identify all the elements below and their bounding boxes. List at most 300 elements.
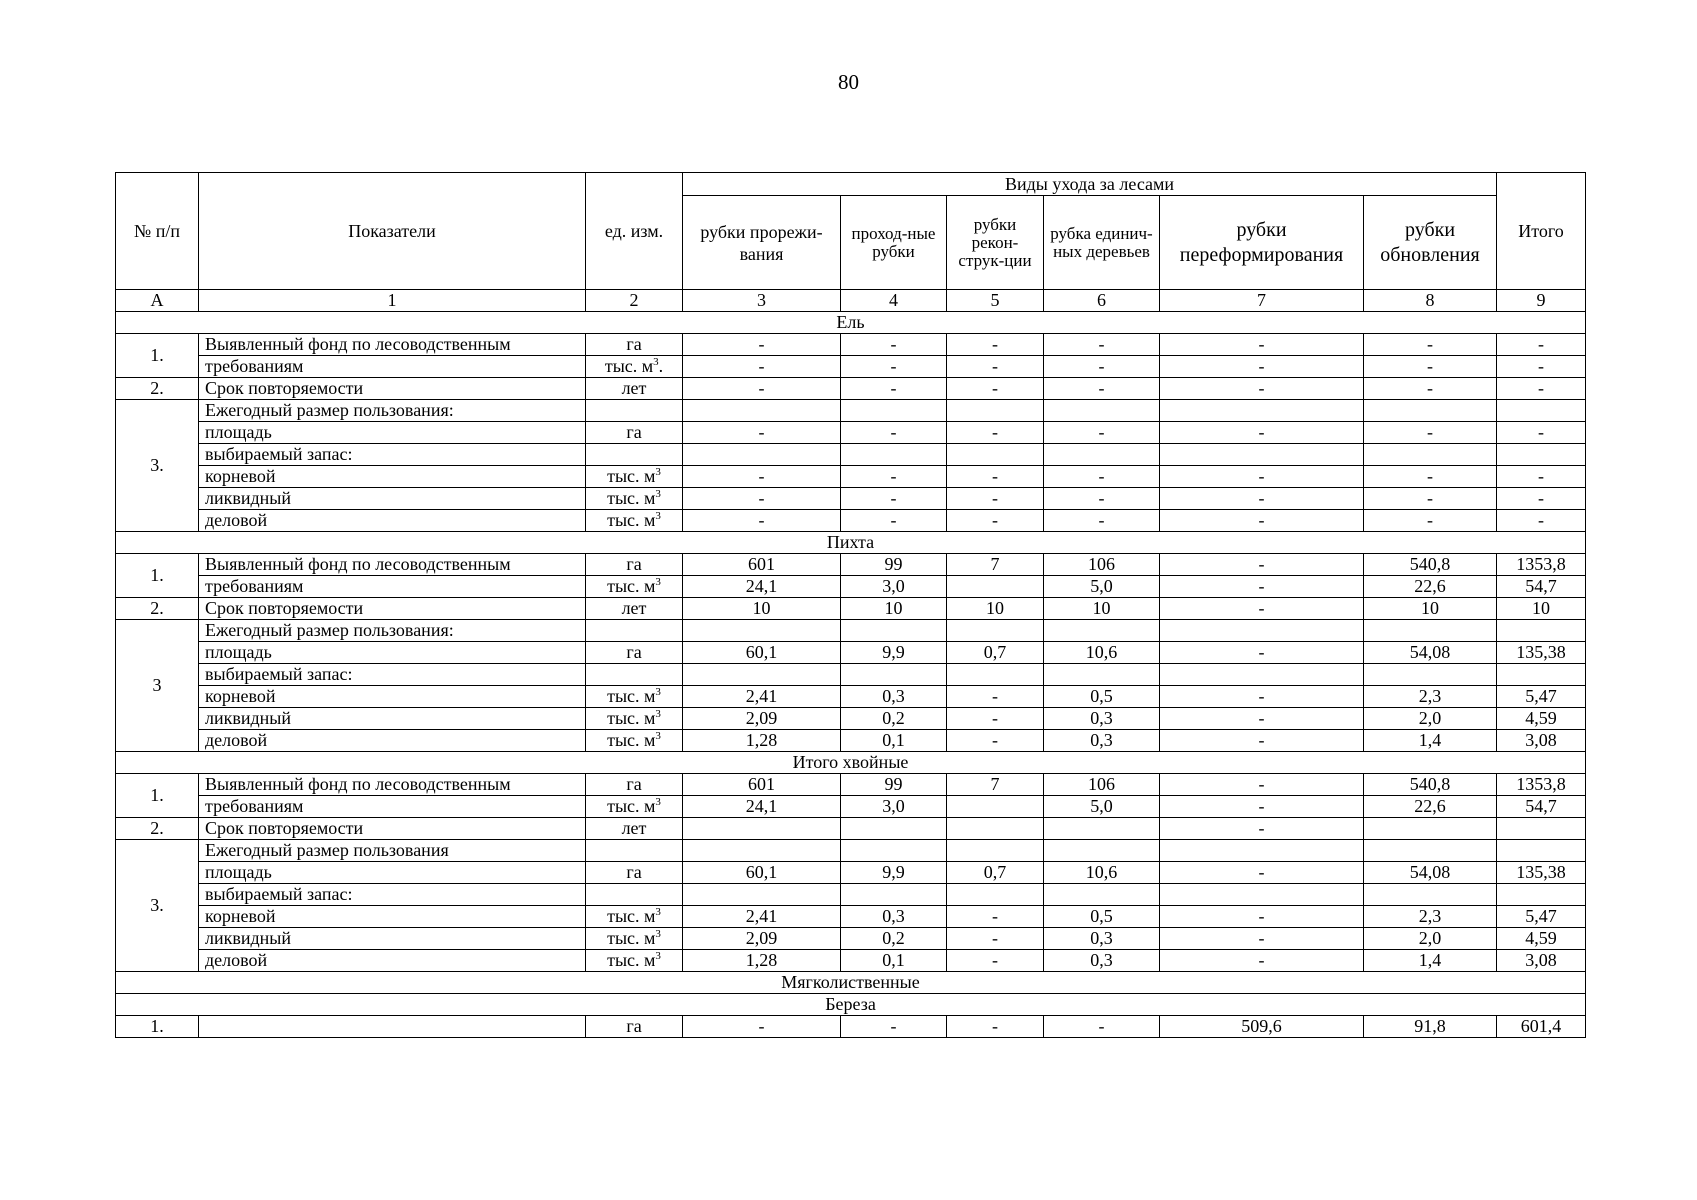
- value-cell: -: [1160, 862, 1364, 884]
- value-cell: 5,0: [1044, 576, 1160, 598]
- table-row: [116, 686, 1586, 708]
- unit-cell: га: [586, 862, 683, 884]
- value-cell: [1497, 818, 1586, 840]
- row-number: 2.: [116, 818, 199, 840]
- value-cell: -: [1044, 488, 1160, 510]
- empty-cell: [1044, 400, 1160, 422]
- empty-cell: [1160, 444, 1364, 466]
- table-row: [116, 1016, 1586, 1038]
- value-cell: -: [1364, 422, 1497, 444]
- value-cell: [841, 818, 947, 840]
- unit-cell: га: [586, 554, 683, 576]
- section-title: Мягколиственные: [116, 972, 1586, 994]
- empty-cell: [841, 400, 947, 422]
- table-row: [116, 950, 1586, 972]
- value-cell: 91,8: [1364, 1016, 1497, 1038]
- empty-cell: [1044, 840, 1160, 862]
- value-cell: -: [841, 356, 947, 378]
- table-row: [116, 422, 1586, 444]
- value-cell: 10,6: [1044, 862, 1160, 884]
- indicator-label: Выявленный фонд по лесоводственным: [199, 334, 586, 356]
- value-cell: 601: [683, 554, 841, 576]
- value-cell: -: [1497, 378, 1586, 400]
- unit-cell: лет: [586, 598, 683, 620]
- value-cell: 2,0: [1364, 928, 1497, 950]
- table-row: [116, 708, 1586, 730]
- value-cell: 22,6: [1364, 796, 1497, 818]
- value-cell: [947, 818, 1044, 840]
- value-cell: 0,3: [1044, 928, 1160, 950]
- unit-cell: тыс. $м^3$: [586, 686, 683, 708]
- empty-cell: [1160, 400, 1364, 422]
- indicator-label: площадь: [199, 642, 586, 664]
- value-cell: 0,7: [947, 642, 1044, 664]
- value-cell: 0,2: [841, 708, 947, 730]
- value-cell: -: [1497, 466, 1586, 488]
- indicator-label: требованиям: [199, 576, 586, 598]
- empty-cell: [1364, 664, 1497, 686]
- value-cell: 24,1: [683, 796, 841, 818]
- value-cell: 60,1: [683, 862, 841, 884]
- value-cell: -: [947, 510, 1044, 532]
- value-cell: 1,4: [1364, 950, 1497, 972]
- value-cell: -: [683, 356, 841, 378]
- value-cell: -: [1044, 466, 1160, 488]
- value-cell: 1,4: [1364, 730, 1497, 752]
- unit-cell: тыс. $м^3$: [586, 576, 683, 598]
- value-cell: -: [1160, 686, 1364, 708]
- value-cell: -: [1160, 356, 1364, 378]
- value-cell: -: [1044, 510, 1160, 532]
- table-row: [116, 334, 1586, 356]
- value-cell: -: [1160, 466, 1364, 488]
- header-type-renewal: рубки обновления: [1364, 196, 1497, 290]
- value-cell: -: [1160, 642, 1364, 664]
- value-cell: -: [1364, 356, 1497, 378]
- value-cell: -: [1160, 510, 1364, 532]
- value-cell: -: [1160, 796, 1364, 818]
- unit-cell: тыс. $м^3$: [586, 928, 683, 950]
- empty-cell: [1044, 444, 1160, 466]
- table-row: [116, 378, 1586, 400]
- value-cell: 0,5: [1044, 686, 1160, 708]
- empty-cell: [683, 664, 841, 686]
- value-cell: 1353,8: [1497, 774, 1586, 796]
- value-cell: -: [947, 928, 1044, 950]
- indicator-label: Выявленный фонд по лесоводственным: [199, 774, 586, 796]
- section-header-row: [116, 972, 1586, 994]
- empty-cell: [1364, 444, 1497, 466]
- empty-cell: [841, 884, 947, 906]
- index-cell: 7: [1160, 290, 1364, 312]
- table-row: [116, 356, 1586, 378]
- header-total: Итого: [1497, 173, 1586, 290]
- value-cell: -: [841, 334, 947, 356]
- unit-cell: лет: [586, 818, 683, 840]
- table-row: [116, 818, 1586, 840]
- value-cell: 24,1: [683, 576, 841, 598]
- row-number: 3.: [116, 400, 199, 532]
- value-cell: -: [947, 906, 1044, 928]
- unit-cell: га: [586, 642, 683, 664]
- value-cell: 3,08: [1497, 730, 1586, 752]
- value-cell: -: [947, 708, 1044, 730]
- indicator-label: деловой: [199, 510, 586, 532]
- table-row: [116, 488, 1586, 510]
- section-title: Пихта: [116, 532, 1586, 554]
- value-cell: 7: [947, 774, 1044, 796]
- value-cell: -: [1497, 356, 1586, 378]
- value-cell: -: [947, 488, 1044, 510]
- value-cell: -: [841, 466, 947, 488]
- value-cell: 601: [683, 774, 841, 796]
- header-care-types: Виды ухода за лесами: [683, 173, 1497, 196]
- row-number: 2.: [116, 378, 199, 400]
- value-cell: -: [947, 950, 1044, 972]
- empty-cell: [586, 664, 683, 686]
- value-cell: 1,28: [683, 950, 841, 972]
- empty-cell: [1497, 884, 1586, 906]
- indicator-label: выбираемый запас:: [199, 444, 586, 466]
- indicator-label: Срок повторяемости: [199, 818, 586, 840]
- value-cell: 0,3: [1044, 708, 1160, 730]
- empty-cell: [841, 664, 947, 686]
- section-title: Итого хвойные: [116, 752, 1586, 774]
- indicator-label: площадь: [199, 422, 586, 444]
- value-cell: 0,1: [841, 950, 947, 972]
- empty-cell: [683, 884, 841, 906]
- value-cell: 106: [1044, 774, 1160, 796]
- value-cell: 2,09: [683, 708, 841, 730]
- empty-cell: [947, 884, 1044, 906]
- index-cell: 1: [199, 290, 586, 312]
- value-cell: -: [1160, 928, 1364, 950]
- indicator-label: деловой: [199, 950, 586, 972]
- header-indicator: Показатели: [199, 173, 586, 290]
- value-cell: [1364, 818, 1497, 840]
- indicator-label: требованиям: [199, 796, 586, 818]
- value-cell: 0,3: [841, 906, 947, 928]
- empty-cell: [586, 400, 683, 422]
- table-row: [116, 400, 1586, 422]
- empty-cell: [1044, 884, 1160, 906]
- section-header-row: [116, 994, 1586, 1016]
- value-cell: 5,47: [1497, 906, 1586, 928]
- index-cell: 9: [1497, 290, 1586, 312]
- index-cell: 3: [683, 290, 841, 312]
- section-title: Береза: [116, 994, 1586, 1016]
- value-cell: -: [841, 510, 947, 532]
- indicator-label: требованиям: [199, 356, 586, 378]
- value-cell: -: [683, 378, 841, 400]
- value-cell: -: [1364, 378, 1497, 400]
- row-number: 2.: [116, 598, 199, 620]
- value-cell: -: [1044, 1016, 1160, 1038]
- row-number: 1.: [116, 554, 199, 598]
- section-header-row: [116, 312, 1586, 334]
- value-cell: -: [1160, 488, 1364, 510]
- value-cell: 2,09: [683, 928, 841, 950]
- value-cell: -: [1160, 818, 1364, 840]
- index-row: [116, 290, 1586, 312]
- empty-cell: [947, 444, 1044, 466]
- value-cell: 54,08: [1364, 862, 1497, 884]
- value-cell: 10: [1044, 598, 1160, 620]
- indicator-label: Ежегодный размер пользования:: [199, 620, 586, 642]
- indicator-label: деловой: [199, 730, 586, 752]
- empty-cell: [1160, 884, 1364, 906]
- value-cell: -: [1364, 510, 1497, 532]
- row-number: 3: [116, 620, 199, 752]
- value-cell: [683, 818, 841, 840]
- empty-cell: [841, 444, 947, 466]
- value-cell: 540,8: [1364, 774, 1497, 796]
- empty-cell: [947, 620, 1044, 642]
- section-header-row: [116, 752, 1586, 774]
- value-cell: 1353,8: [1497, 554, 1586, 576]
- unit-cell: тыс. $м^3$: [586, 906, 683, 928]
- value-cell: -: [683, 334, 841, 356]
- indicator-label: выбираемый запас:: [199, 884, 586, 906]
- indicator-label: Срок повторяемости: [199, 378, 586, 400]
- empty-cell: [1364, 884, 1497, 906]
- value-cell: -: [1497, 334, 1586, 356]
- value-cell: -: [683, 466, 841, 488]
- table-row: [116, 576, 1586, 598]
- value-cell: -: [1160, 730, 1364, 752]
- value-cell: 2,41: [683, 906, 841, 928]
- value-cell: -: [1364, 488, 1497, 510]
- indicator-label: площадь: [199, 862, 586, 884]
- unit-cell: тыс. $м^3$.: [586, 356, 683, 378]
- empty-cell: [1497, 400, 1586, 422]
- table-row: [116, 774, 1586, 796]
- table-row: [116, 510, 1586, 532]
- value-cell: -: [1497, 422, 1586, 444]
- value-cell: -: [947, 334, 1044, 356]
- index-cell: А: [116, 290, 199, 312]
- unit-cell: тыс. $м^3$: [586, 488, 683, 510]
- empty-cell: [1364, 400, 1497, 422]
- page-number: 80: [838, 70, 859, 94]
- unit-cell: га: [586, 774, 683, 796]
- value-cell: 601,4: [1497, 1016, 1586, 1038]
- value-cell: 22,6: [1364, 576, 1497, 598]
- value-cell: 0,3: [1044, 730, 1160, 752]
- value-cell: 10: [841, 598, 947, 620]
- empty-cell: [947, 400, 1044, 422]
- row-number: 1.: [116, 334, 199, 378]
- header-number: № п/п: [116, 173, 199, 290]
- empty-cell: [1160, 620, 1364, 642]
- table-body: [116, 312, 1586, 1038]
- value-cell: -: [841, 378, 947, 400]
- indicator-label: корневой: [199, 906, 586, 928]
- indicator-label: Выявленный фонд по лесоводственным: [199, 554, 586, 576]
- value-cell: 54,7: [1497, 576, 1586, 598]
- value-cell: -: [1160, 554, 1364, 576]
- index-cell: 8: [1364, 290, 1497, 312]
- value-cell: [947, 796, 1044, 818]
- index-cell: 2: [586, 290, 683, 312]
- value-cell: -: [1364, 466, 1497, 488]
- empty-cell: [586, 884, 683, 906]
- value-cell: -: [1160, 334, 1364, 356]
- empty-cell: [841, 620, 947, 642]
- value-cell: -: [841, 1016, 947, 1038]
- table-row: [116, 620, 1586, 642]
- empty-cell: [586, 444, 683, 466]
- value-cell: 0,2: [841, 928, 947, 950]
- value-cell: 10: [1364, 598, 1497, 620]
- value-cell: 0,5: [1044, 906, 1160, 928]
- table-row: [116, 884, 1586, 906]
- value-cell: 509,6: [1160, 1016, 1364, 1038]
- value-cell: 10,6: [1044, 642, 1160, 664]
- indicator-label: ликвидный: [199, 488, 586, 510]
- table-row: [116, 928, 1586, 950]
- unit-cell: тыс. $м^3$: [586, 730, 683, 752]
- unit-cell: тыс. $м^3$: [586, 466, 683, 488]
- empty-cell: [841, 840, 947, 862]
- value-cell: 60,1: [683, 642, 841, 664]
- value-cell: -: [683, 422, 841, 444]
- value-cell: 54,7: [1497, 796, 1586, 818]
- indicator-label: [199, 1016, 586, 1038]
- empty-cell: [1044, 620, 1160, 642]
- value-cell: -: [947, 422, 1044, 444]
- index-cell: 6: [1044, 290, 1160, 312]
- empty-cell: [1160, 840, 1364, 862]
- value-cell: 10: [947, 598, 1044, 620]
- unit-cell: га: [586, 422, 683, 444]
- table-row: [116, 862, 1586, 884]
- value-cell: 135,38: [1497, 642, 1586, 664]
- row-number: 1.: [116, 1016, 199, 1038]
- empty-cell: [586, 620, 683, 642]
- indicator-label: ликвидный: [199, 928, 586, 950]
- value-cell: -: [1160, 422, 1364, 444]
- table-row: [116, 444, 1586, 466]
- table-row: [116, 554, 1586, 576]
- section-title: Ель: [116, 312, 1586, 334]
- empty-cell: [1364, 620, 1497, 642]
- value-cell: -: [1044, 422, 1160, 444]
- value-cell: -: [947, 686, 1044, 708]
- value-cell: 2,3: [1364, 686, 1497, 708]
- empty-cell: [1497, 620, 1586, 642]
- row-number: 1.: [116, 774, 199, 818]
- table-row: [116, 730, 1586, 752]
- unit-cell: тыс. $м^3$: [586, 796, 683, 818]
- empty-cell: [683, 840, 841, 862]
- table-row: [116, 664, 1586, 686]
- value-cell: -: [1364, 334, 1497, 356]
- value-cell: -: [1044, 378, 1160, 400]
- value-cell: 106: [1044, 554, 1160, 576]
- indicator-label: корневой: [199, 686, 586, 708]
- empty-cell: [683, 400, 841, 422]
- section-header-row: [116, 532, 1586, 554]
- unit-cell: тыс. $м^3$: [586, 510, 683, 532]
- unit-cell: лет: [586, 378, 683, 400]
- value-cell: 7: [947, 554, 1044, 576]
- unit-cell: тыс. $м^3$: [586, 708, 683, 730]
- empty-cell: [586, 840, 683, 862]
- value-cell: -: [1160, 950, 1364, 972]
- value-cell: 0,7: [947, 862, 1044, 884]
- empty-cell: [683, 620, 841, 642]
- header-type-reformation: рубки переформирования: [1160, 196, 1364, 290]
- header-unit: ед. изм.: [586, 173, 683, 290]
- value-cell: -: [1160, 598, 1364, 620]
- table-row: [116, 466, 1586, 488]
- value-cell: 4,59: [1497, 928, 1586, 950]
- value-cell: -: [1497, 488, 1586, 510]
- table-row: [116, 642, 1586, 664]
- table-row: [116, 906, 1586, 928]
- value-cell: -: [1160, 576, 1364, 598]
- empty-cell: [1497, 664, 1586, 686]
- unit-cell: тыс. $м^3$: [586, 950, 683, 972]
- value-cell: 5,47: [1497, 686, 1586, 708]
- value-cell: 4,59: [1497, 708, 1586, 730]
- value-cell: -: [1044, 356, 1160, 378]
- value-cell: 0,1: [841, 730, 947, 752]
- value-cell: 3,08: [1497, 950, 1586, 972]
- row-number: 3.: [116, 840, 199, 972]
- value-cell: -: [947, 730, 1044, 752]
- indicator-label: выбираемый запас:: [199, 664, 586, 686]
- value-cell: -: [947, 1016, 1044, 1038]
- empty-cell: [947, 840, 1044, 862]
- value-cell: 9,9: [841, 642, 947, 664]
- value-cell: -: [1044, 334, 1160, 356]
- value-cell: 2,0: [1364, 708, 1497, 730]
- empty-cell: [947, 664, 1044, 686]
- value-cell: 99: [841, 554, 947, 576]
- value-cell: 99: [841, 774, 947, 796]
- value-cell: -: [841, 488, 947, 510]
- empty-cell: [683, 444, 841, 466]
- header-type-thinning: рубки прорежи-вания: [683, 196, 841, 290]
- unit-cell: га: [586, 1016, 683, 1038]
- indicator-label: ликвидный: [199, 708, 586, 730]
- value-cell: -: [947, 378, 1044, 400]
- value-cell: 540,8: [1364, 554, 1497, 576]
- value-cell: 2,3: [1364, 906, 1497, 928]
- value-cell: -: [1160, 378, 1364, 400]
- value-cell: 1,28: [683, 730, 841, 752]
- indicator-label: Срок повторяемости: [199, 598, 586, 620]
- value-cell: 10: [683, 598, 841, 620]
- value-cell: [1044, 818, 1160, 840]
- value-cell: 0,3: [841, 686, 947, 708]
- empty-cell: [1160, 664, 1364, 686]
- index-cell: 4: [841, 290, 947, 312]
- header-type-reconstruction: рубки рекон-струк-ции: [947, 196, 1044, 290]
- forest-care-table: [115, 172, 1586, 1038]
- value-cell: 9,9: [841, 862, 947, 884]
- empty-cell: [1497, 444, 1586, 466]
- value-cell: 0,3: [1044, 950, 1160, 972]
- indicator-label: корневой: [199, 466, 586, 488]
- value-cell: -: [683, 510, 841, 532]
- unit-cell: га: [586, 334, 683, 356]
- indicator-label: Ежегодный размер пользования:: [199, 400, 586, 422]
- value-cell: -: [1160, 708, 1364, 730]
- value-cell: -: [947, 356, 1044, 378]
